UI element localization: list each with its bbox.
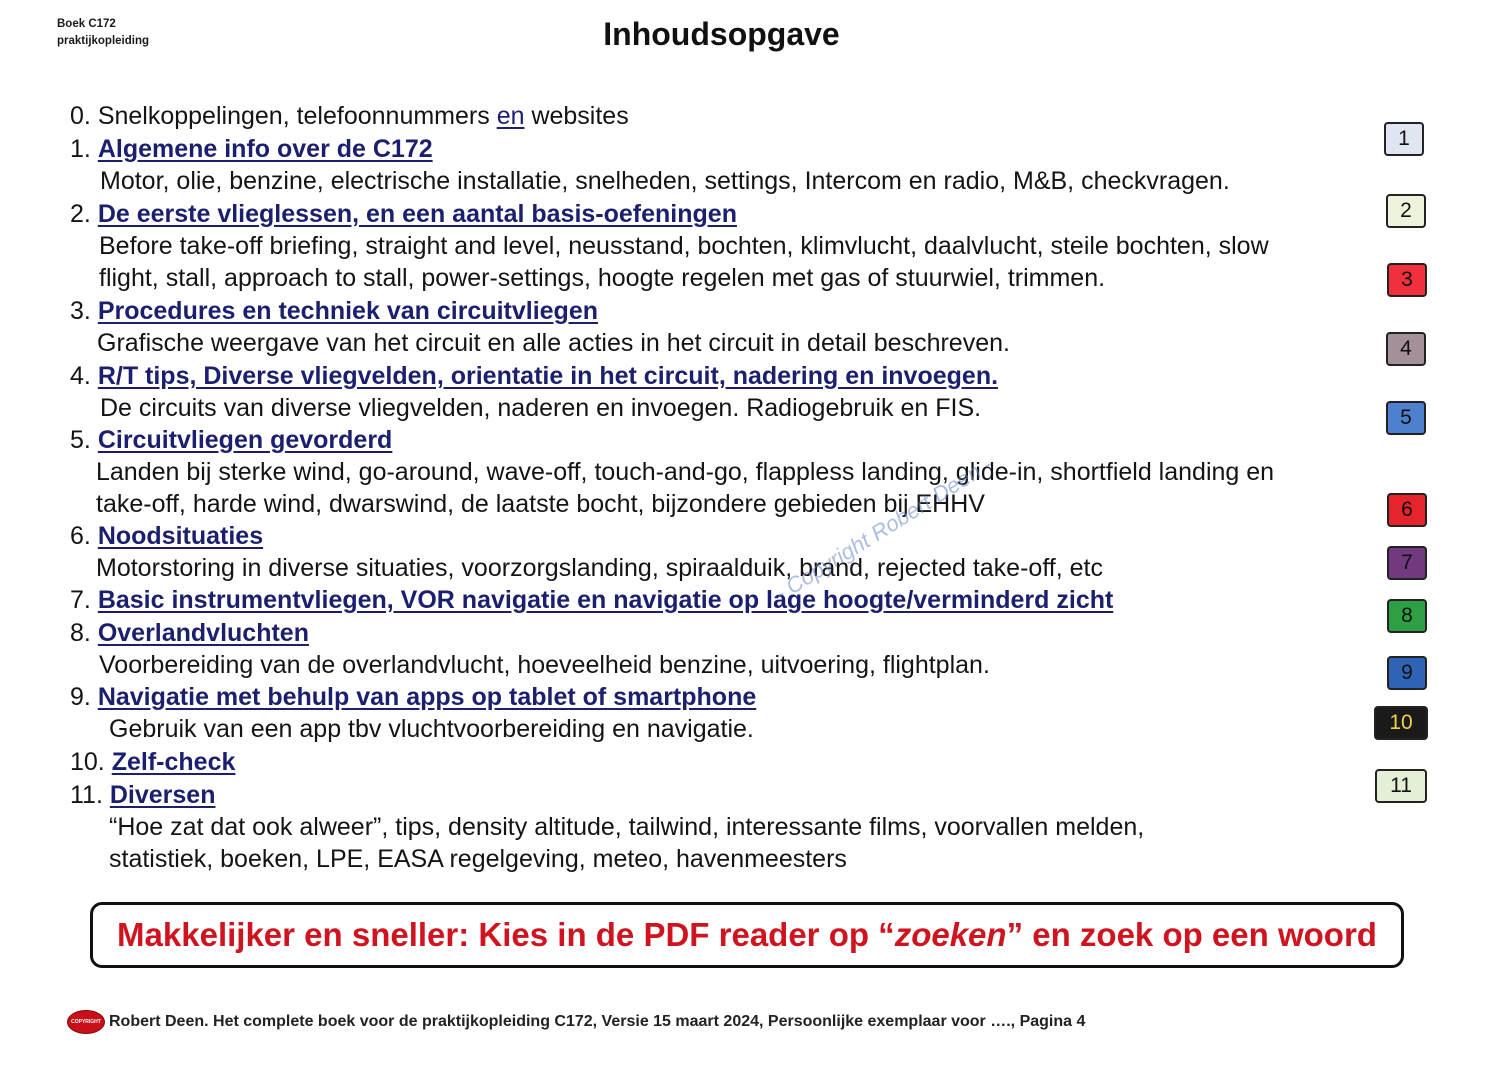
toc-item-10 [70, 747, 235, 777]
chapter-tab-1[interactable] [1384, 122, 1424, 156]
toc-item-6 [70, 521, 263, 551]
toc-link-1[interactable]: Algemene info over de C172 [97, 135, 433, 163]
chapter-tab-11[interactable] [1375, 769, 1427, 803]
search-tip-box [90, 902, 1404, 968]
toc-desc: Voorbereiding van de overlandvlucht, hoeveelheid benzine, uitvoering, flightplan. [99, 651, 990, 679]
tab-label: 8 [1401, 604, 1413, 627]
toc-desc: Landen bij sterke wind, go-around, wave-off, touch-and-go, flappless landing, glide-in, shortfield landing en [96, 458, 1275, 486]
toc-text: websites [524, 102, 629, 130]
tab-label: 9 [1401, 661, 1413, 684]
chapter-tab-10[interactable] [1374, 706, 1428, 740]
toc-link-2[interactable]: De eerste vlieglessen, en een aantal basis-oefeningen [97, 200, 737, 228]
chapter-tab-4[interactable] [1386, 332, 1426, 366]
toc-text-link[interactable]: en [496, 102, 525, 130]
chapter-tab-5[interactable] [1386, 401, 1426, 435]
toc-link-10[interactable]: Zelf-check [111, 748, 236, 776]
toc-link-7[interactable]: Basic instrumentvliegen, VOR navigatie en navigatie op lage hoogte/verminderd zicht [97, 586, 1114, 614]
tab-label: 7 [1401, 551, 1413, 574]
book-label-line1: Boek C172 [57, 18, 116, 30]
toc-item-7 [70, 585, 1113, 615]
toc-item-2 [70, 199, 737, 229]
copyright-seal-icon [67, 1010, 105, 1034]
tab-label: 10 [1389, 711, 1413, 734]
toc-link-11[interactable]: Diversen [109, 781, 216, 809]
toc-link-5[interactable]: Circuitvliegen gevorderd [97, 426, 393, 454]
toc-number: 10. [70, 748, 105, 776]
chapter-tab-9[interactable] [1387, 656, 1427, 690]
toc-item-3 [70, 296, 598, 326]
tab-label: 3 [1401, 268, 1413, 291]
page-title: Inhoudsopgave [603, 16, 840, 52]
toc-desc: Gebruik van een app tbv vluchtvoorbereiding en navigatie. [109, 715, 754, 743]
toc-number: 11. [70, 781, 103, 809]
toc-desc: “Hoe zat dat ook alweer”, tips, density altitude, tailwind, interessante films, voorvallen melden, [109, 813, 1145, 841]
tab-label: 11 [1390, 774, 1412, 797]
footer-text: Robert Deen. Het complete boek voor de praktijkopleiding C172, Versie 15 maart 2024, Persoonlijke exemplaar voor …., Pagina 4 [109, 1013, 1086, 1030]
toc-number: 3. [70, 297, 91, 325]
toc-item-11 [70, 780, 215, 810]
toc-number: 6. [70, 522, 91, 550]
toc-number: 8. [70, 619, 91, 647]
toc-item-1 [70, 134, 433, 164]
toc-text: Snelkoppelingen, telefoonnummers [97, 102, 497, 130]
tab-label: 2 [1400, 199, 1412, 222]
toc-desc: Before take-off briefing, straight and level, neusstand, bochten, klimvlucht, daalvlucht, steile bochten, slow [99, 232, 1269, 260]
toc-desc: Motor, olie, benzine, electrische installatie, snelheden, settings, Intercom en radio, M&B, checkvragen. [100, 167, 1230, 195]
tab-label: 5 [1400, 406, 1412, 429]
toc-item-5 [70, 425, 392, 455]
tab-label: 4 [1400, 337, 1412, 360]
toc-item-9 [70, 682, 756, 712]
tab-label: 1 [1398, 127, 1410, 150]
seal-text: COPYRIGHT [71, 1019, 101, 1025]
toc-link-4[interactable]: R/T tips, Diverse vliegvelden, orientatie in het circuit, nadering en invoegen. [97, 362, 999, 390]
chapter-tab-3[interactable] [1387, 263, 1427, 297]
toc-desc: Grafische weergave van het circuit en alle acties in het circuit in detail beschreven. [97, 329, 1010, 357]
chapter-tab-6[interactable] [1387, 493, 1427, 527]
toc-number: 5. [70, 426, 91, 454]
toc-number: 0. [70, 102, 91, 130]
toc-item-4 [70, 361, 998, 391]
toc-desc: Motorstoring in diverse situaties, voorzorgslanding, spiraalduik, brand, rejected take-off, etc [96, 554, 1103, 582]
search-tip-keyword: zoeken [894, 916, 1007, 953]
toc-item-8 [70, 618, 309, 648]
toc-link-9[interactable]: Navigatie met behulp van apps op tablet of smartphone [97, 683, 757, 711]
search-tip-text: Makkelijker en sneller: Kies in de PDF reader op “ [117, 916, 895, 953]
toc-link-3[interactable]: Procedures en techniek van circuitvliegen [97, 297, 599, 325]
toc-link-6[interactable]: Noodsituaties [97, 522, 264, 550]
toc-number: 9. [70, 683, 91, 711]
toc-link-8[interactable]: Overlandvluchten [97, 619, 309, 647]
toc-desc: statistiek, boeken, LPE, EASA regelgeving, meteo, havenmeesters [109, 845, 847, 873]
page-footer [67, 1010, 1085, 1034]
chapter-tab-7[interactable] [1387, 546, 1427, 580]
chapter-tab-2[interactable] [1386, 194, 1426, 228]
toc-desc: De circuits van diverse vliegvelden, naderen en invoegen. Radiogebruik en FIS. [100, 394, 982, 422]
toc-desc: take-off, harde wind, dwarswind, de laatste bocht, bijzondere gebieden bij EHHV [96, 490, 985, 518]
toc-item-0 [70, 101, 629, 131]
book-label-line2: praktijkopleiding [57, 35, 150, 47]
toc-number: 1. [70, 135, 91, 163]
toc-number: 7. [70, 586, 91, 614]
search-tip-text: ” en zoek op een woord [1006, 916, 1377, 953]
toc-desc: flight, stall, approach to stall, power-settings, hoogte regelen met gas of stuurwiel, trimmen. [99, 264, 1106, 292]
chapter-tab-8[interactable] [1387, 599, 1427, 633]
tab-label: 6 [1401, 498, 1413, 521]
toc-number: 2. [70, 200, 91, 228]
copyright-watermark: - Copyright Robert Deen - [770, 451, 997, 607]
toc-number: 4. [70, 362, 91, 390]
